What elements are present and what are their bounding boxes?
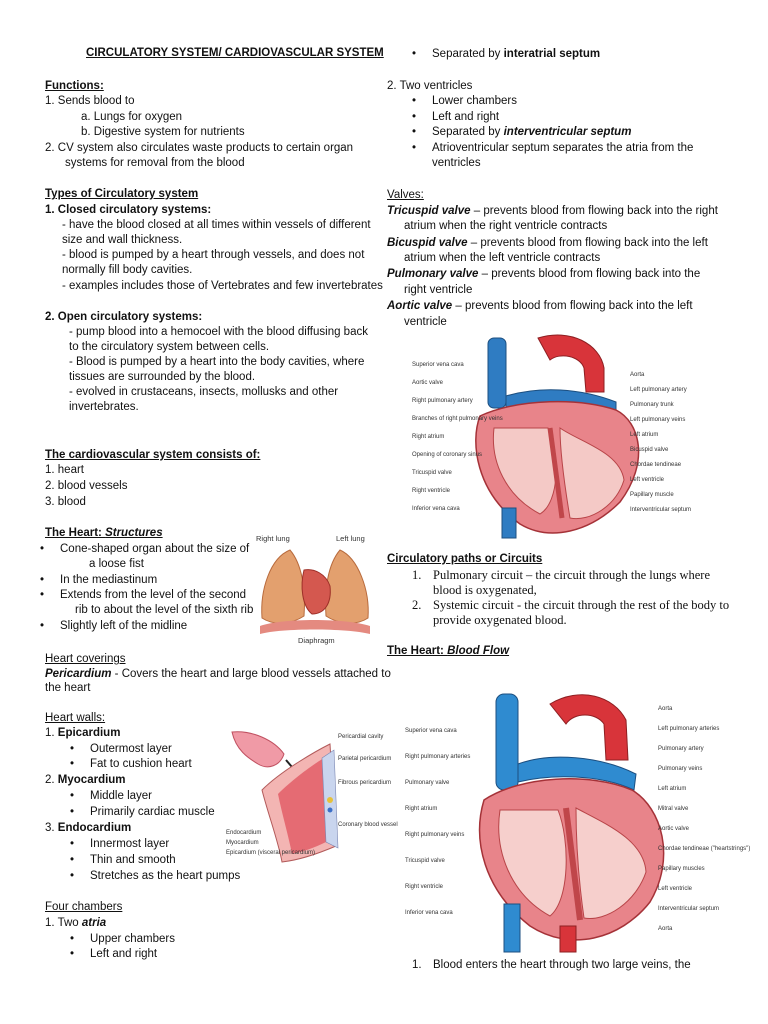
functions-heading: Functions: [45, 80, 104, 92]
heart1-label: Tricuspid valve [412, 470, 452, 476]
valve-name: Tricuspid valve [387, 205, 471, 217]
structure-bullet: • In the mediastinum [60, 574, 157, 586]
valve-text: – prevents blood from flowing back into the right [470, 205, 718, 217]
ventricle-bullet [432, 126, 631, 138]
heart2-label: Inferior vena cava [405, 910, 453, 916]
atria-term: atria [81, 917, 107, 929]
wall-bullet: • Thin and smooth [90, 854, 176, 866]
open-line: tissues are surrounded by the blood. [69, 371, 256, 383]
heart2-label: Aorta [658, 706, 673, 712]
atria-line [45, 917, 106, 929]
atria-separation [432, 48, 600, 60]
types-heading: Types of Circulatory system [45, 188, 199, 200]
flow-step-num: 1. [412, 959, 422, 971]
atria-prefix: 1. Two [45, 917, 82, 929]
blood-flow-heading [387, 645, 509, 657]
page-title: CIRCULATORY SYSTEM/ CARDIOVASCULAR SYSTEM [86, 47, 384, 59]
valve-name: Bicuspid valve [387, 237, 468, 249]
consists-item: 1. heart [45, 464, 84, 476]
valve-text: – prevents blood from flowing back into the [478, 268, 701, 280]
ventricles-line: 2. Two ventricles [387, 80, 473, 92]
functions-line: b. Digestive system for nutrients [81, 126, 245, 138]
ventricle-bullet-cont: ventricles [432, 157, 481, 169]
heart2-label: Mitral valve [658, 806, 689, 812]
heart1-label: Bicuspid valve [630, 447, 669, 453]
heart2-label: Left atrium [658, 786, 687, 792]
valve-name: Pulmonary valve [387, 268, 479, 280]
wall-num: 2. [45, 774, 58, 786]
circuit-line: provide oxygenated blood. [433, 613, 567, 627]
descending-aorta-shape [560, 926, 576, 952]
heart-wall-diagram [222, 730, 382, 870]
heart1-label: Interventricular septum [630, 507, 692, 513]
atria-bullet: • Left and right [90, 948, 157, 960]
interatrial-septum: interatrial septum [503, 48, 601, 60]
heart1-label: Aortic valve [412, 380, 444, 386]
structure-bullet: • Cone-shaped organ about the size of [60, 543, 249, 555]
heart1-label: Superior vena cava [412, 362, 464, 368]
blood-flow-prefix: The Heart: [387, 645, 448, 657]
structure-bullet: • Extends from the level of the second [60, 589, 246, 601]
diaphragm-label: Diaphragm [298, 636, 335, 645]
heart-wall-figure [222, 730, 398, 870]
heart2-label: Papillary muscles [658, 866, 705, 872]
valve-line2: ventricle [404, 316, 447, 328]
wall-label: Fibrous pericardium [338, 780, 392, 786]
left-lung-shape [326, 550, 369, 623]
consists-item: 3. blood [45, 496, 86, 508]
open-line: to the circulatory system between cells. [69, 341, 270, 353]
heart2-label: Pulmonary valve [405, 780, 450, 786]
heart1-label: Chordae tendineae [630, 462, 682, 468]
superior-vena-cava-shape [488, 338, 506, 408]
sep-prefix: Separated by [432, 126, 504, 138]
functions-line: systems for removal from the blood [65, 157, 245, 169]
right-lung-label: Right lung [256, 534, 290, 543]
wall-bullet: • Middle layer [90, 790, 152, 802]
circuit-line: Systemic circuit - the circuit through the rest of the body to [433, 598, 730, 612]
ventricle-bullet: • Lower chambers [432, 95, 517, 107]
valve-line2: atrium when the left ventricle contracts [404, 252, 601, 264]
heart2-label: Tricuspid valve [405, 858, 445, 864]
heart1-label: Left pulmonary veins [630, 417, 686, 423]
open-line: invertebrates. [69, 401, 139, 413]
heart1-label: Aorta [630, 372, 645, 378]
circuit-line: Pulmonary circuit – the circuit through the lungs where [433, 568, 711, 582]
flow-step-text: Blood enters the heart through two large veins, the [433, 959, 691, 971]
heart1-label: Pulmonary trunk [630, 402, 674, 408]
coverings-line [45, 668, 391, 680]
heart2-label: Chordae tendineae ("heartstrings") [658, 846, 751, 852]
heart1-label: Right ventricle [412, 488, 451, 494]
lungs-figure [252, 530, 376, 648]
atria-bullet: • Upper chambers [90, 933, 175, 945]
walls-heading: Heart walls: [45, 712, 106, 724]
heart-figure-1 [410, 332, 690, 542]
interventricular-septum: interventricular septum [503, 126, 632, 138]
valve-name: Aortic valve [387, 300, 453, 312]
heart1-label: Papillary muscle [630, 492, 674, 498]
valve-text: – prevents blood from flowing back into the left [467, 237, 708, 249]
heart-figure-2 [400, 690, 751, 954]
coronary-vessel-dot [328, 808, 333, 813]
coverings-text: - Covers the heart and large blood vessels attached to [111, 668, 391, 680]
open-line: - Blood is pumped by a heart into the body cavities, where [69, 356, 365, 368]
inferior-vena-cava-shape [502, 508, 516, 538]
heart2-label: Right ventricle [405, 884, 444, 890]
right-lung-shape [262, 550, 305, 623]
wall-layer [45, 727, 120, 739]
wall-layer [45, 822, 131, 834]
wall-label: Parietal pericardium [338, 756, 392, 762]
wall-name: Epicardium [57, 727, 121, 739]
heart2-label: Right pulmonary arteries [405, 754, 471, 760]
coronary-vessel-dot [327, 797, 333, 803]
heart2-label: Right atrium [405, 806, 438, 812]
ventricle-bullet: • Left and right [432, 111, 499, 123]
closed-heading: 1. Closed circulatory systems: [45, 204, 212, 216]
pericardium-term: Pericardium [45, 668, 112, 680]
structure-bullet: • Slightly left of the midline [60, 620, 187, 632]
functions-line: a. Lungs for oxygen [81, 111, 183, 123]
wall-num: 3. [45, 822, 58, 834]
wall-bullet: • Stretches as the heart pumps [90, 870, 240, 882]
heart2-label: Superior vena cava [405, 728, 457, 734]
wall-name: Endocardium [57, 822, 132, 834]
wall-bullet: • Outermost layer [90, 743, 172, 755]
heart2-label: Left pulmonary arteries [658, 726, 720, 732]
heart1-label: Left ventricle [630, 477, 665, 483]
heart1-label: Inferior vena cava [412, 506, 460, 512]
wall-bullet: • Primarily cardiac muscle [90, 806, 215, 818]
closed-line: - have the blood closed at all times within vessels of different [62, 219, 371, 231]
ventricle-bullet: • Atrioventricular septum separates the atria from the [432, 142, 693, 154]
wall-name: Myocardium [57, 774, 126, 786]
aorta-shape [538, 335, 604, 392]
left-lung-label: Left lung [336, 534, 365, 543]
structures-heading-italic: Structures [105, 527, 163, 539]
valves-heading: Valves: [387, 189, 424, 201]
heart2-label: Right pulmonary veins [405, 832, 465, 838]
heart1-label: Left pulmonary artery [630, 387, 687, 393]
structure-bullet-cont: rib to about the level of the sixth rib [75, 604, 254, 616]
heart2-label: Left ventricle [658, 886, 693, 892]
closed-line: normally fill body cavities. [62, 264, 193, 276]
closed-line: - examples includes those of Vertebrates and few invertebrates [62, 280, 383, 292]
heart2-label: Pulmonary veins [658, 766, 703, 772]
valve-text: – prevents blood from flowing back into the left [452, 300, 693, 312]
inferior-vena-cava-shape [504, 904, 520, 952]
structure-bullet-cont: a loose fist [89, 558, 144, 570]
blood-flow-italic: Blood Flow [447, 645, 510, 657]
wall-label: Myocardium [226, 840, 259, 846]
heart-shape [302, 570, 330, 614]
wall-layer [45, 774, 126, 786]
wall-num: 1. [45, 727, 58, 739]
heart2-label: Aorta [658, 926, 673, 932]
aorta-shape [550, 695, 628, 760]
wall-bullet: • Fat to cushion heart [90, 758, 192, 770]
coverings-line2: the heart [45, 682, 91, 694]
heart1-label: Right atrium [412, 434, 445, 440]
open-line: - pump blood into a hemocoel with the blood diffusing back [69, 326, 368, 338]
circuit-line: blood is oxygenated, [433, 583, 537, 597]
heart-inset-shape [232, 732, 284, 767]
wall-label: Pericardial cavity [338, 734, 384, 740]
consists-item: 2. blood vessels [45, 480, 128, 492]
heart1-label: Left atrium [630, 432, 659, 438]
wall-label: Coronary blood vessel [338, 822, 398, 828]
functions-line: 2. CV system also circulates waste products to certain organ [45, 142, 354, 154]
wall-label: Endocardium [226, 830, 262, 836]
heart2-label: Interventricular septum [658, 906, 720, 912]
superior-vena-cava-shape [496, 694, 518, 790]
structures-heading-prefix: The Heart: [45, 527, 106, 539]
heart2-label: Pulmonary artery [658, 746, 704, 752]
wall-label: Epicardium (visceral pericardium) [226, 850, 316, 856]
heart1-label: Opening of coronary sinus [412, 452, 483, 458]
chambers-heading: Four chambers [45, 901, 123, 913]
wall-bullet: • Innermost layer [90, 838, 169, 850]
structures-heading [45, 527, 163, 539]
coverings-heading: Heart coverings [45, 653, 126, 665]
valve-line2: atrium when the right ventricle contracts [404, 220, 608, 232]
circuits-heading: Circulatory paths or Circuits [387, 553, 543, 565]
heart1-label: Branches of right pulmonary veins [412, 416, 503, 422]
circuit-num: 1. [412, 568, 422, 582]
valve-line2: right ventricle [404, 284, 473, 296]
consists-heading: The cardiovascular system consists of: [45, 449, 261, 461]
open-line: - evolved in crustaceans, insects, mollusks and other [69, 386, 339, 398]
functions-line: 1. Sends blood to [45, 95, 135, 107]
valve-line [387, 300, 693, 312]
sep-prefix: Separated by [432, 48, 504, 60]
valve-line [387, 205, 718, 217]
valve-line [387, 268, 700, 280]
closed-line: size and wall thickness. [62, 234, 183, 246]
heart1-label: Right pulmonary artery [412, 398, 473, 404]
lungs-diagram [252, 530, 376, 648]
heart2-label: Aortic valve [658, 826, 690, 832]
valve-line [387, 237, 708, 249]
closed-line: - blood is pumped by a heart through vessels, and does not [62, 249, 365, 261]
circuit-num: 2. [412, 598, 422, 612]
open-heading: 2. Open circulatory systems: [45, 311, 203, 323]
